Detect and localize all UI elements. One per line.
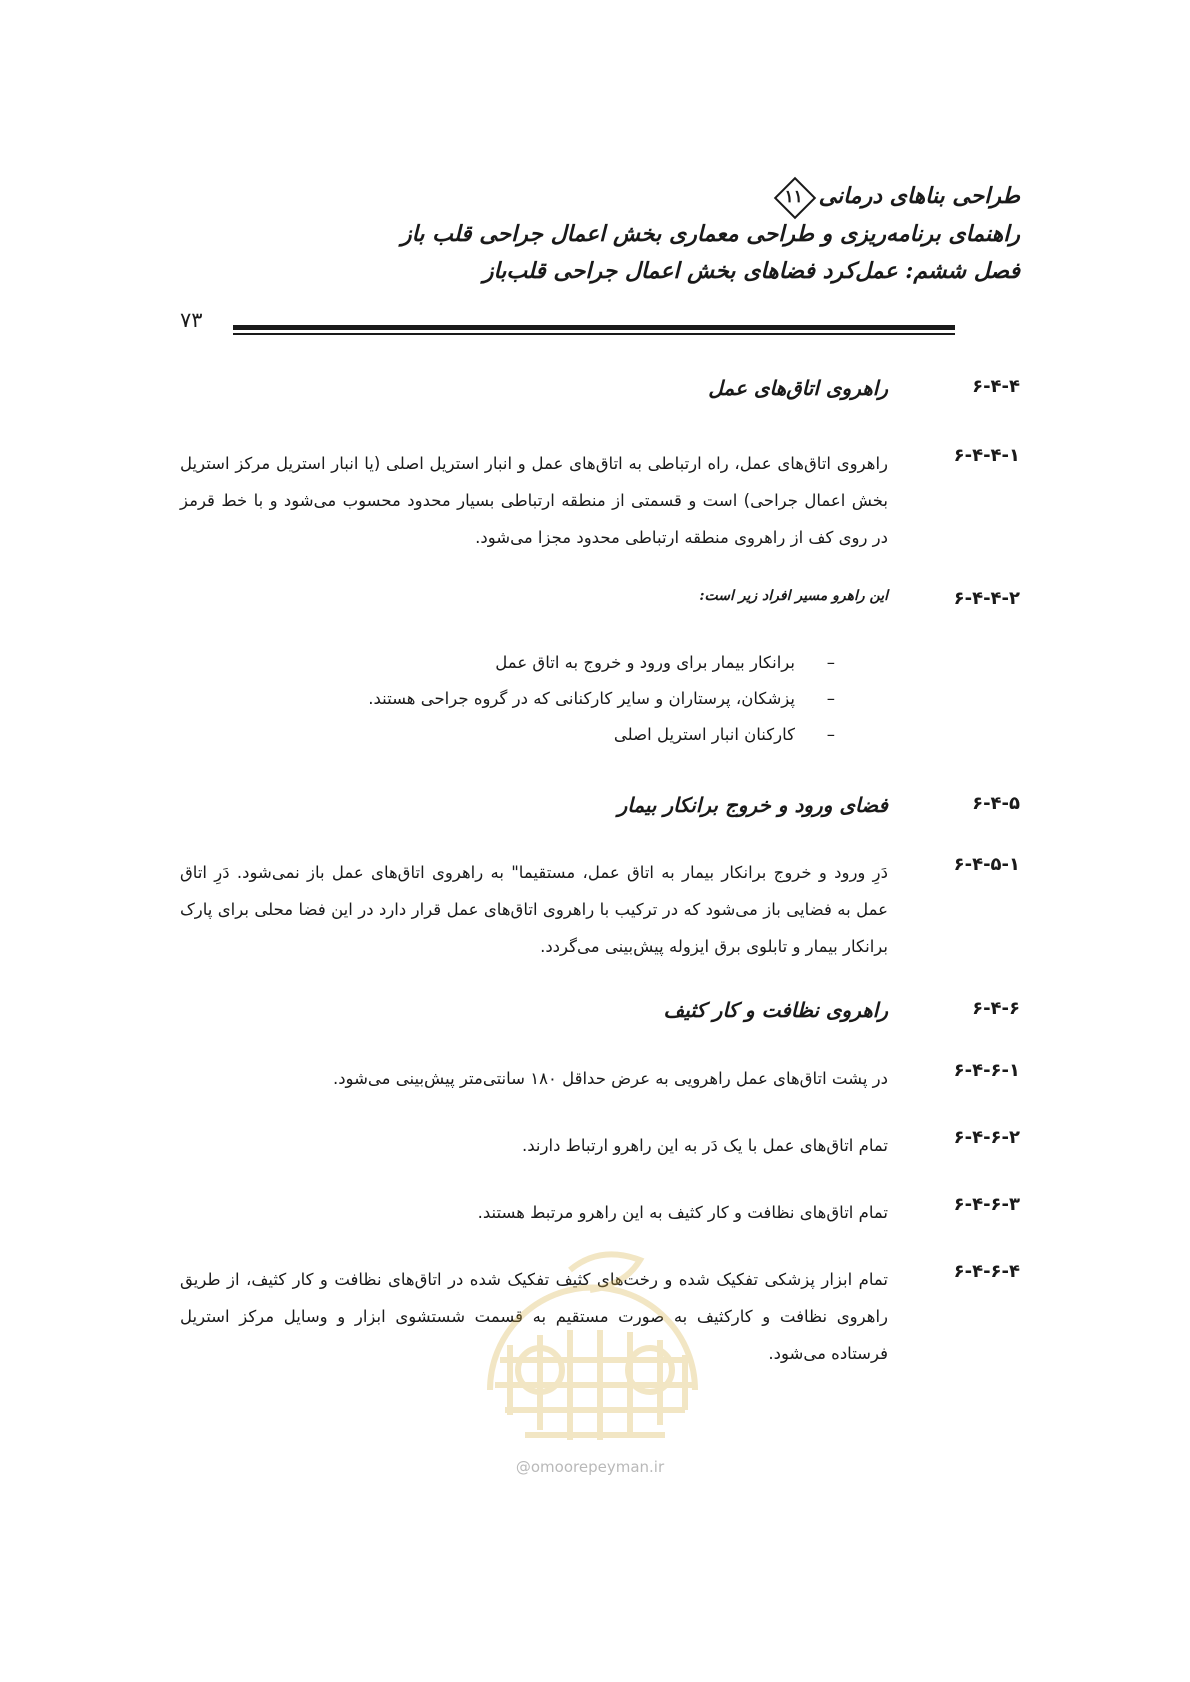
paragraph-6-4-4-2 (180, 588, 1020, 609)
paragraph-text: راهروی اتاق‌های عمل، راه ارتباطی به اتاق‌های عمل و انبار استریل اصلی (یا انبار استریل مرکز استریل بخش اعمال جراحی) است و قسمتی از منطقه ارتباطی بسیار محدود محسوب می‌شود و با خط قرمز در روی کف از راهروی منطقه ارتباطی محدود مجزا می‌شود. (180, 454, 888, 547)
section-number: ۶-۴-۶ (972, 998, 1020, 1019)
dash-icon: – (826, 725, 835, 744)
dash-icon: – (826, 689, 835, 708)
header-line-1 (170, 178, 1020, 216)
volume-number: ۱۱ (784, 187, 803, 207)
volume-number-badge (775, 178, 813, 216)
paragraph-6-4-5-1 (180, 854, 1020, 965)
section-heading-6-4-5 (180, 793, 1020, 817)
paragraph-number: ۶-۴-۶-۳ (953, 1194, 1020, 1215)
header-series-title: طراحی بناهای درمانی (818, 183, 1020, 209)
watermark-site-text: @omoorepeyman.ir (515, 1458, 665, 1476)
paragraph-text: دَرِ ورود و خروج برانکار بیمار به اتاق عمل، مستقیما" به راهروی اتاق‌های عمل باز نمی‌شود. دَرِ اتاق عمل به فضایی باز می‌شود که در ترکیب با راهروی اتاق‌های عمل قرار دارد در این فضا محلی برای پارک برانکار بیمار و تابلوی برق ایزوله پیش‌بینی می‌گردد. (180, 863, 888, 956)
paragraph-text: تمام اتاق‌های عمل با یک دَر به این راهرو ارتباط دارند. (522, 1136, 888, 1155)
paragraph-6-4-6-1 (180, 1060, 1020, 1097)
paragraph-number: ۶-۴-۶-۴ (953, 1261, 1020, 1282)
list-item: –پزشکان، پرستاران و سایر کارکنانی که در گروه جراحی هستند. (315, 681, 835, 717)
paragraph-number: ۶-۴-۶-۲ (953, 1127, 1020, 1148)
dash-icon: – (826, 653, 835, 672)
paragraph-number: ۶-۴-۴-۱ (953, 445, 1020, 466)
header-rule-thin (233, 333, 955, 335)
section-heading-6-4-4 (180, 376, 1020, 400)
paragraph-number: ۶-۴-۴-۲ (953, 588, 1020, 609)
paragraph-number: ۶-۴-۵-۱ (953, 854, 1020, 875)
paragraph-text: تمام اتاق‌های نظافت و کار کثیف به این راهرو مرتبط هستند. (477, 1203, 888, 1222)
paragraph-text: تمام ابزار پزشکی تفکیک شده و رخت‌های کثیف تفکیک شده در اتاق‌های نظافت و کار کثیف، از طریق راهروی نظافت و کارکثیف به صورت مستقیم به قسمت شستشوی ابزار و وسایل مرکز استریل فرستاده می‌شود. (180, 1270, 888, 1363)
paragraph-number: ۶-۴-۶-۱ (953, 1060, 1020, 1081)
section-title: راهروی نظافت و کار کثیف (663, 998, 888, 1022)
list-item: –کارکنان انبار استریل اصلی (315, 717, 835, 753)
list-item: –برانکار بیمار برای ورود و خروج به اتاق عمل (315, 645, 835, 681)
header-rule-thick (233, 325, 955, 330)
section-heading-6-4-6 (180, 998, 1020, 1022)
paragraph-6-4-6-2 (180, 1127, 1020, 1164)
page-header (170, 178, 1020, 290)
section-title: فضای ورود و خروج برانکار بیمار (617, 793, 888, 817)
bullet-list (315, 645, 835, 753)
section-number: ۶-۴-۵ (972, 793, 1020, 814)
header-line-3: فصل ششم: عمل‌کرد فضاهای بخش اعمال جراحی قلب‌باز (482, 258, 1020, 284)
watermark-logo-icon (450, 1240, 735, 1455)
page-number: ۷۳ (180, 308, 203, 332)
paragraph-text: در پشت اتاق‌های عمل راهرویی به عرض حداقل ۱۸۰ سانتی‌متر پیش‌بینی می‌شود. (332, 1069, 888, 1088)
header-line-2: راهنمای برنامه‌ریزی و طراحی معماری بخش اعمال جراحی قلب باز (401, 221, 1020, 247)
section-number: ۶-۴-۴ (972, 376, 1020, 397)
paragraph-6-4-6-3 (180, 1194, 1020, 1231)
paragraph-6-4-4-1 (180, 445, 1020, 556)
section-title: راهروی اتاق‌های عمل (708, 376, 888, 400)
paragraph-subtitle: این راهرو مسیر افراد زیر است: (699, 588, 888, 604)
